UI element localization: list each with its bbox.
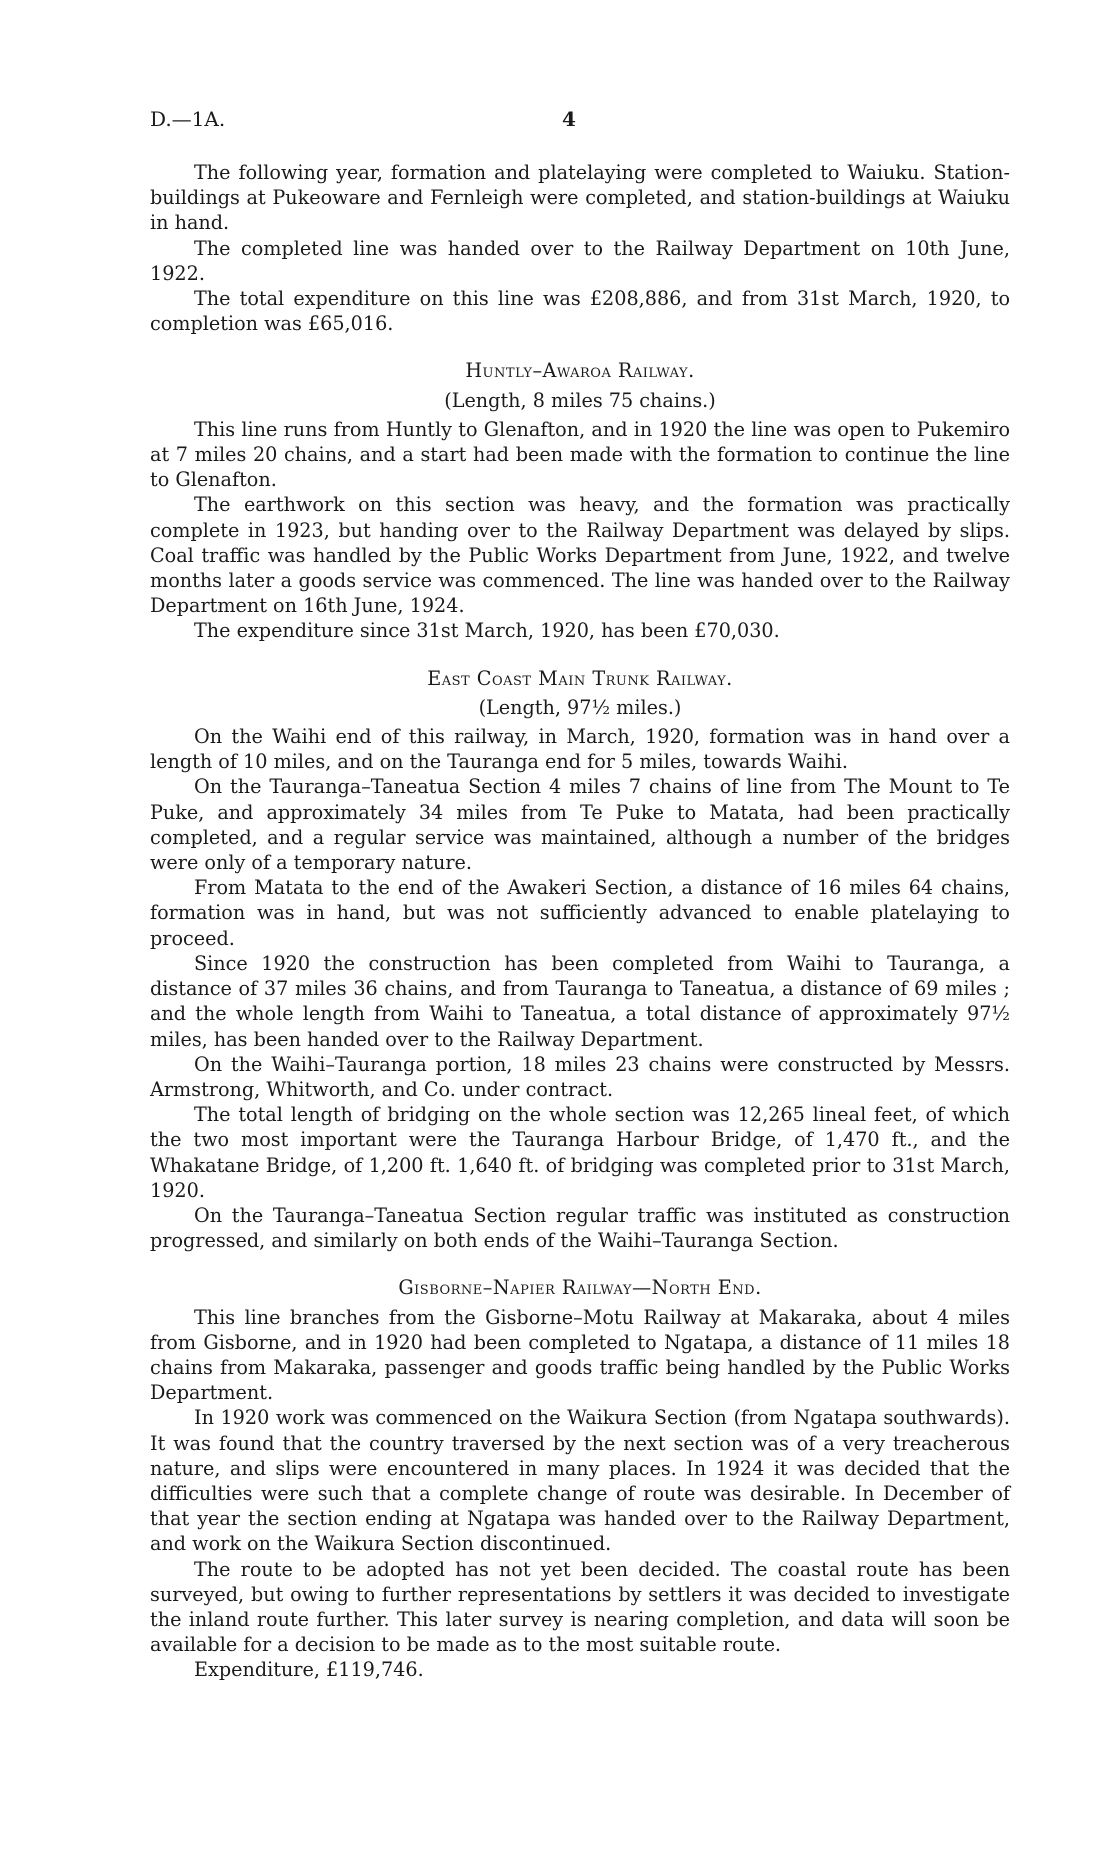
- page-number: 4: [562, 107, 576, 131]
- section-heading: East Coast Main Trunk Railway.: [427, 666, 733, 690]
- document-reference: D.—1A.: [150, 107, 226, 131]
- document-body: [150, 160, 1010, 1683]
- paragraph: This line runs from Huntly to Glenafton, and in 1920 the line was open to Pukemiro at 7 miles 20 chains, and a start had been made with the formation to continue the line to Glenafton.: [150, 417, 1010, 492]
- paragraph: Expenditure, £119,746.: [194, 1658, 424, 1682]
- section-subheading: (Length, 8 miles 75 chains.): [444, 388, 716, 412]
- paragraph: The total expenditure on this line was £208,886, and from 31st March, 1920, to completion was £65,016.: [150, 287, 1010, 336]
- paragraph: The expenditure since 31st March, 1920, has been £70,030.: [194, 619, 780, 643]
- paragraph: On the Tauranga–Taneatua Section 4 miles 7 chains of line from The Mount to Te Puke, and approximately 34 miles from Te Puke to Matata, had been practically completed, and a regular service was maintained, although a number of the bridges were only of a temporary nature.: [150, 775, 1010, 875]
- paragraph: The completed line was handed over to the Railway Department on 10th June, 1922.: [150, 236, 1010, 285]
- page-header: [150, 107, 1010, 137]
- paragraph: The total length of bridging on the whole section was 12,265 lineal feet, of which the two most important were the Tauranga Harbour Bridge, of 1,470 ft., and the Whakatane Bridge, of 1,200 ft. 1,640 ft. of bridging was completed prior to 31st March, 1920.: [150, 1103, 1010, 1202]
- paragraph: Since 1920 the construction has been completed from Waihi to Tauranga, a distance of 37 miles 36 chains, and from Tauranga to Taneatua, a distance of 69 miles ; and the whole length from Waihi to Taneatua, a total distance of approximately 97½ miles, has been handed over to the Railway Department.: [150, 951, 1010, 1051]
- paragraph: The following year, formation and platelaying were completed to Waiuku. Station-buildings at Pukeoware and Fernleigh were completed, and station-buildings at Waiuku in hand.: [150, 161, 1010, 235]
- intro-section: [150, 160, 1010, 336]
- paragraph: On the Tauranga–Taneatua Section regular traffic was instituted as construction progressed, and similarly on both ends of the Waihi–Tauranga Section.: [150, 1203, 1010, 1253]
- paragraph: In 1920 work was commenced on the Waikura Section (from Ngatapa southwards). It was found that the country traversed by the next section was of a very treacherous nature, and slips were encountered in many places. In 1924 it was decided that the difficulties were such that a complete change of route was desirable. In December of that year the section ending at Ngatapa was handed over to the Railway Department, and work on the Waikura Section discontinued.: [150, 1406, 1010, 1556]
- paragraph: The route to be adopted has not yet been decided. The coastal route has been surveyed, but owing to further representations by settlers it was decided to investigate the inland route further. This later survey is nearing completion, and data will soon be available for a decision to be made as to the most suitable route.: [150, 1557, 1010, 1657]
- paragraph: This line branches from the Gisborne–Motu Railway at Makaraka, about 4 miles from Gisborne, and in 1920 had been completed to Ngatapa, a distance of 11 miles 18 chains from Makaraka, passenger and goods traffic being handled by the Public Works Department.: [150, 1305, 1010, 1405]
- paragraph: On the Waihi end of this railway, in March, 1920, formation was in hand over a length of 10 miles, and on the Tauranga end for 5 miles, towards Waihi.: [150, 725, 1010, 774]
- section-heading: Huntly–Awaroa Railway.: [465, 359, 695, 383]
- section-subheading: (Length, 97½ miles.): [478, 695, 682, 719]
- section-gisborne-napier: [150, 1275, 1010, 1682]
- section-huntly-awaroa: [150, 358, 1010, 643]
- section-east-coast-main-trunk: [150, 666, 1010, 1254]
- paragraph: On the Waihi–Tauranga portion, 18 miles 23 chains were constructed by Messrs. Armstrong, Whitworth, and Co. under contract.: [150, 1052, 1010, 1101]
- paragraph: The earthwork on this section was heavy, and the formation was practically complete in 1923, but handing over to the Railway Department was delayed by slips. Coal traffic was handled by the Public Works Department from June, 1922, and twelve months later a goods service was commenced. The line was handed over to the Railway Department on 16th June, 1924.: [150, 493, 1010, 618]
- paragraph: From Matata to the end of the Awakeri Section, a distance of 16 miles 64 chains, formation was in hand, but was not sufficiently advanced to enable platelaying to proceed.: [150, 876, 1010, 950]
- section-heading: Gisborne–Napier Railway—North End.: [398, 1276, 762, 1300]
